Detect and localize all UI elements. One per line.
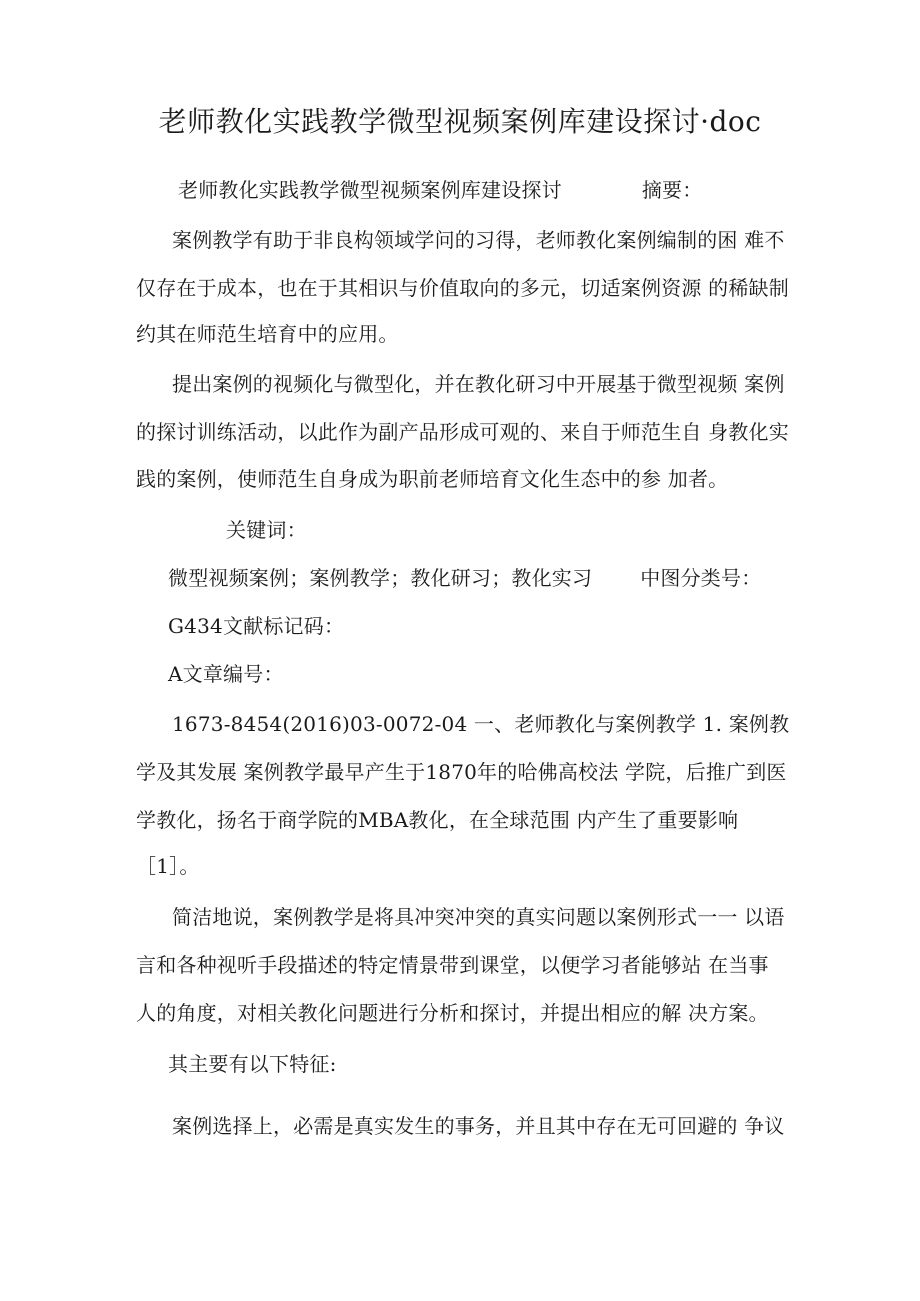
abstract-heading-line [178, 176, 702, 204]
paragraph-line: 案例教学有助于非良构领域学问的习得，老师教化案例编制的困 难不 [172, 228, 785, 252]
paragraph-line: 1673-8454(2016)03-0072-04 一、老师教化与案例教学 1. 案例教 [172, 712, 790, 736]
paper-title-repeat: 老师教化实践教学微型视频案例库建设探讨 [178, 178, 562, 202]
paragraph-line: 践的案例，使师范生自身成为职前老师培育文化生态中的参 加者。 [136, 467, 729, 491]
keywords-line [168, 564, 761, 592]
paragraph-line: 学及其发展 案例教学最早产生于1870年的哈佛高校法 学院，后推广到医 [136, 760, 787, 784]
paragraph-line: 案例选择上，必需是真实发生的事务，并且其中存在无可回避的 争议 [172, 1114, 785, 1138]
paragraph-line: 约其在师范生培育中的应用。 [136, 322, 399, 346]
keywords-label: 关键词： [226, 518, 307, 542]
paragraph-line: 人的角度，对相关教化问题进行分析和探讨，并提出相应的解 决方案。 [136, 1001, 769, 1025]
paragraph-line: 简洁地说，案例教学是将具冲突冲突的真实问题以案例形式一一 以语 [172, 905, 785, 929]
abstract-label: 摘要： [641, 178, 703, 202]
paragraph-line: 的探讨训练活动，以此作为副产品形成可观的、来自于师范生自 身教化实 [136, 420, 789, 444]
classification-line: G434文献标记码： [168, 614, 345, 638]
article-number-label: A文章编号： [168, 662, 284, 686]
keywords-list: 微型视频案例；案例教学；教化研习；教化实习 [168, 566, 593, 590]
features-intro: 其主要有以下特征: [168, 1052, 337, 1076]
paragraph-line: 提出案例的视频化与微型化，并在教化研习中开展基于微型视频 案例 [172, 372, 785, 396]
paragraph-line: 学教化，扬名于商学院的MBA教化，在全球范围 内产生了重要影响 [136, 808, 739, 832]
paragraph-line: 言和各种视听手段描述的特定情景带到课堂，以便学习者能够站 在当事 [136, 953, 769, 977]
document-title: 老师教化实践教学微型视频案例库建设探讨·doc [158, 105, 762, 138]
classification-label: 中图分类号： [640, 566, 762, 590]
paragraph-line: 仅存在于成本，也在于其相识与价值取向的多元，切适案例资源 的稀缺制 [136, 276, 789, 300]
citation-line: ［1］。 [136, 854, 200, 878]
